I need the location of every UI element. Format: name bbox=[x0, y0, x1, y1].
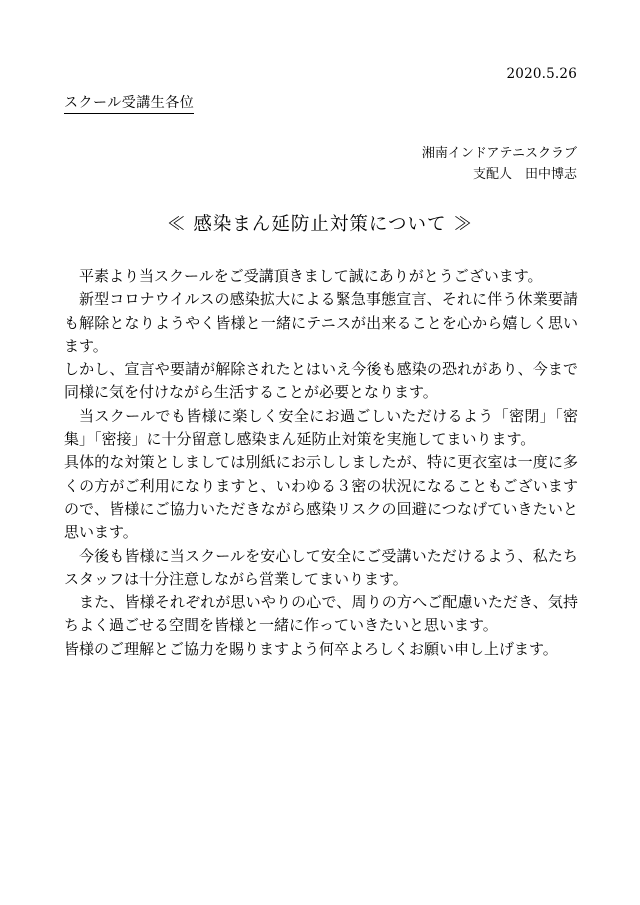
paragraph-staff-care: 今後も皆様に当スクールを安心して安全にご受講いただけるよう、私たちスタッフは十分注意しながら営業してまいります。 bbox=[64, 546, 578, 588]
sender-block bbox=[422, 143, 577, 185]
sender-manager: 支配人 田中博志 bbox=[472, 167, 577, 182]
sender-organization: 湘南インドアテニスクラブ bbox=[421, 146, 577, 161]
paragraph-covid-background: 新型コロナウイルスの感染拡大による緊急事態宣言、それに伴う休業要請も解除となりようやく皆様と一緒にテニスが出来ることを心から嬉しく思います。 bbox=[64, 290, 578, 355]
document-date: 2020.5.26 bbox=[506, 66, 577, 82]
paragraph-consideration: また、皆様それぞれが思いやりの心で、周りの方へご配慮いただき、気持ちよく過ごせる空間を皆様と一緒に作っていきたいと思います。 bbox=[64, 593, 578, 635]
paragraph-locker-room: 具体的な対策としましては別紙にお示ししましたが、特に更衣室は一度に多くの方がご利用になりますと、いわゆる３密の状況になることもございますので、皆様にご協力いただきながら感染リスクの回避につなげていきたいと思います。 bbox=[64, 453, 578, 542]
addressee: スクール受講生各位 bbox=[64, 92, 194, 114]
paragraph-closing: 皆様のご理解とご協力を賜りますよう何卒よろしくお願い申し上げます。 bbox=[64, 639, 558, 658]
document-body bbox=[64, 265, 578, 661]
paragraph-greeting: 平素より当スクールをご受講頂きまして誠にありがとうございます。 bbox=[79, 267, 543, 285]
paragraph-three-cs: 当スクールでも皆様に楽しく安全にお過ごしいただけるよう「密閉」「密集」「密接」に十分留意し感染まん延防止対策を実施してまいります。 bbox=[64, 406, 578, 449]
paragraph-continued-caution: しかし、宣言や要請が解除されたとはいえ今後も感染の恐れがあり、今まで同様に気を付けながら生活することが必要となります。 bbox=[64, 360, 578, 402]
document-title: ≪ 感染まん延防止対策について ≫ bbox=[167, 214, 473, 235]
